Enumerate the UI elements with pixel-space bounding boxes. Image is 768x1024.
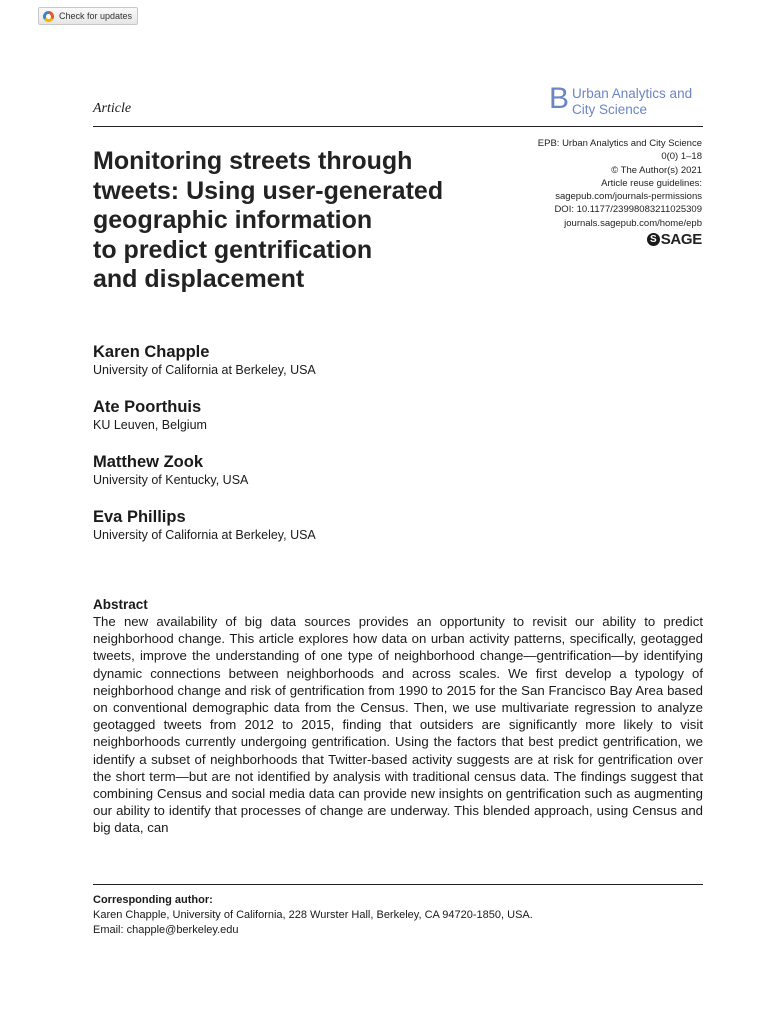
abstract-heading: Abstract <box>93 597 148 612</box>
author-entry <box>93 342 593 397</box>
footer-divider <box>93 884 703 885</box>
corresponding-author <box>93 893 703 938</box>
corresponding-heading: Corresponding author: <box>93 894 213 906</box>
author-affiliation: University of Kentucky, USA <box>93 473 249 487</box>
journal-name-line-1: Urban Analytics and <box>572 86 693 101</box>
abstract-section <box>93 596 703 837</box>
title-line: Monitoring streets through <box>93 147 413 175</box>
author-name: Matthew Zook <box>93 453 203 471</box>
author-list <box>93 342 593 562</box>
sage-wordmark: SAGE <box>660 231 702 249</box>
author-name: Eva Phillips <box>93 508 186 526</box>
journal-logo-letter: B <box>549 82 570 115</box>
author-entry <box>93 397 593 452</box>
meta-journal-link[interactable]: journals.sagepub.com/home/epb <box>564 217 702 229</box>
publication-meta <box>537 137 702 249</box>
crossmark-icon <box>43 11 54 22</box>
meta-volume: 0(0) 1–18 <box>661 151 702 163</box>
author-affiliation: University of California at Berkeley, USA <box>93 363 316 377</box>
title-line: to predict gentrification <box>93 235 373 264</box>
abstract-text: The new availability of big data sources provides an opportunity to revisit our ability to predict neighborhood change. This article explores how data on urban activity patterns, specifically, geotagged tweets, improve the understanding of one type of neighborhood change—gentrification—by identifying dynamic connections between neighborhoods and across scales. We first develop a typology of neighborhood change and risk of gentrification from 1990 to 2015 for the San Francisco Bay Area based on conventional demographic data from the Census. Then, we use multivariate regression to analyze geotagged tweets from 2012 to 2015, finding that outsiders are significantly more likely to visit neighborhoods currently undergoing gentrification. Using the factors that best predict gentrification, we identify a subset of neighborhoods that Twitter-based activity suggests are at risk for gentrification over the short term—but are not identified by analysis with traditional census data. The findings suggest that combining Census and social media data can provide new insights on gentrification such as augmenting our ability to identify that processes of change are underway. This blended approach, using Census and big data, can <box>93 614 703 836</box>
author-name: Ate Poorthuis <box>93 398 202 416</box>
journal-name-line-2: City Science <box>572 102 648 117</box>
sage-logo <box>538 231 702 249</box>
author-affiliation: KU Leuven, Belgium <box>93 418 207 432</box>
journal-logo <box>549 84 692 118</box>
check-for-updates-label: Check for updates <box>59 11 133 21</box>
header-divider <box>93 126 703 127</box>
meta-doi[interactable]: DOI: 10.1177/23998083211025309 <box>554 204 702 216</box>
title-line: and displacement <box>93 265 305 293</box>
meta-journal: EPB: Urban Analytics and City Science <box>537 138 702 149</box>
corresponding-email[interactable]: Email: chapple@berkeley.edu <box>93 924 239 936</box>
corresponding-address: Karen Chapple, University of California, 228 Wurster Hall, Berkeley, CA 94720-1850, USA. <box>93 909 533 921</box>
meta-reuse-label: Article reuse guidelines: <box>601 177 702 189</box>
journal-name <box>572 84 692 118</box>
meta-reuse-link[interactable]: sagepub.com/journals-permissions <box>555 191 702 203</box>
author-entry <box>93 507 593 562</box>
article-type-label: Article <box>93 101 132 116</box>
sage-s-icon: S <box>647 233 660 246</box>
title-line: tweets: Using user-generated <box>93 176 444 205</box>
author-name: Karen Chapple <box>93 343 210 361</box>
article-title <box>93 147 503 295</box>
meta-copyright: © The Author(s) 2021 <box>611 164 702 176</box>
title-line: geographic information <box>93 206 373 234</box>
author-entry <box>93 452 593 507</box>
author-affiliation: University of California at Berkeley, USA <box>93 528 316 542</box>
check-for-updates-button[interactable] <box>38 7 138 25</box>
